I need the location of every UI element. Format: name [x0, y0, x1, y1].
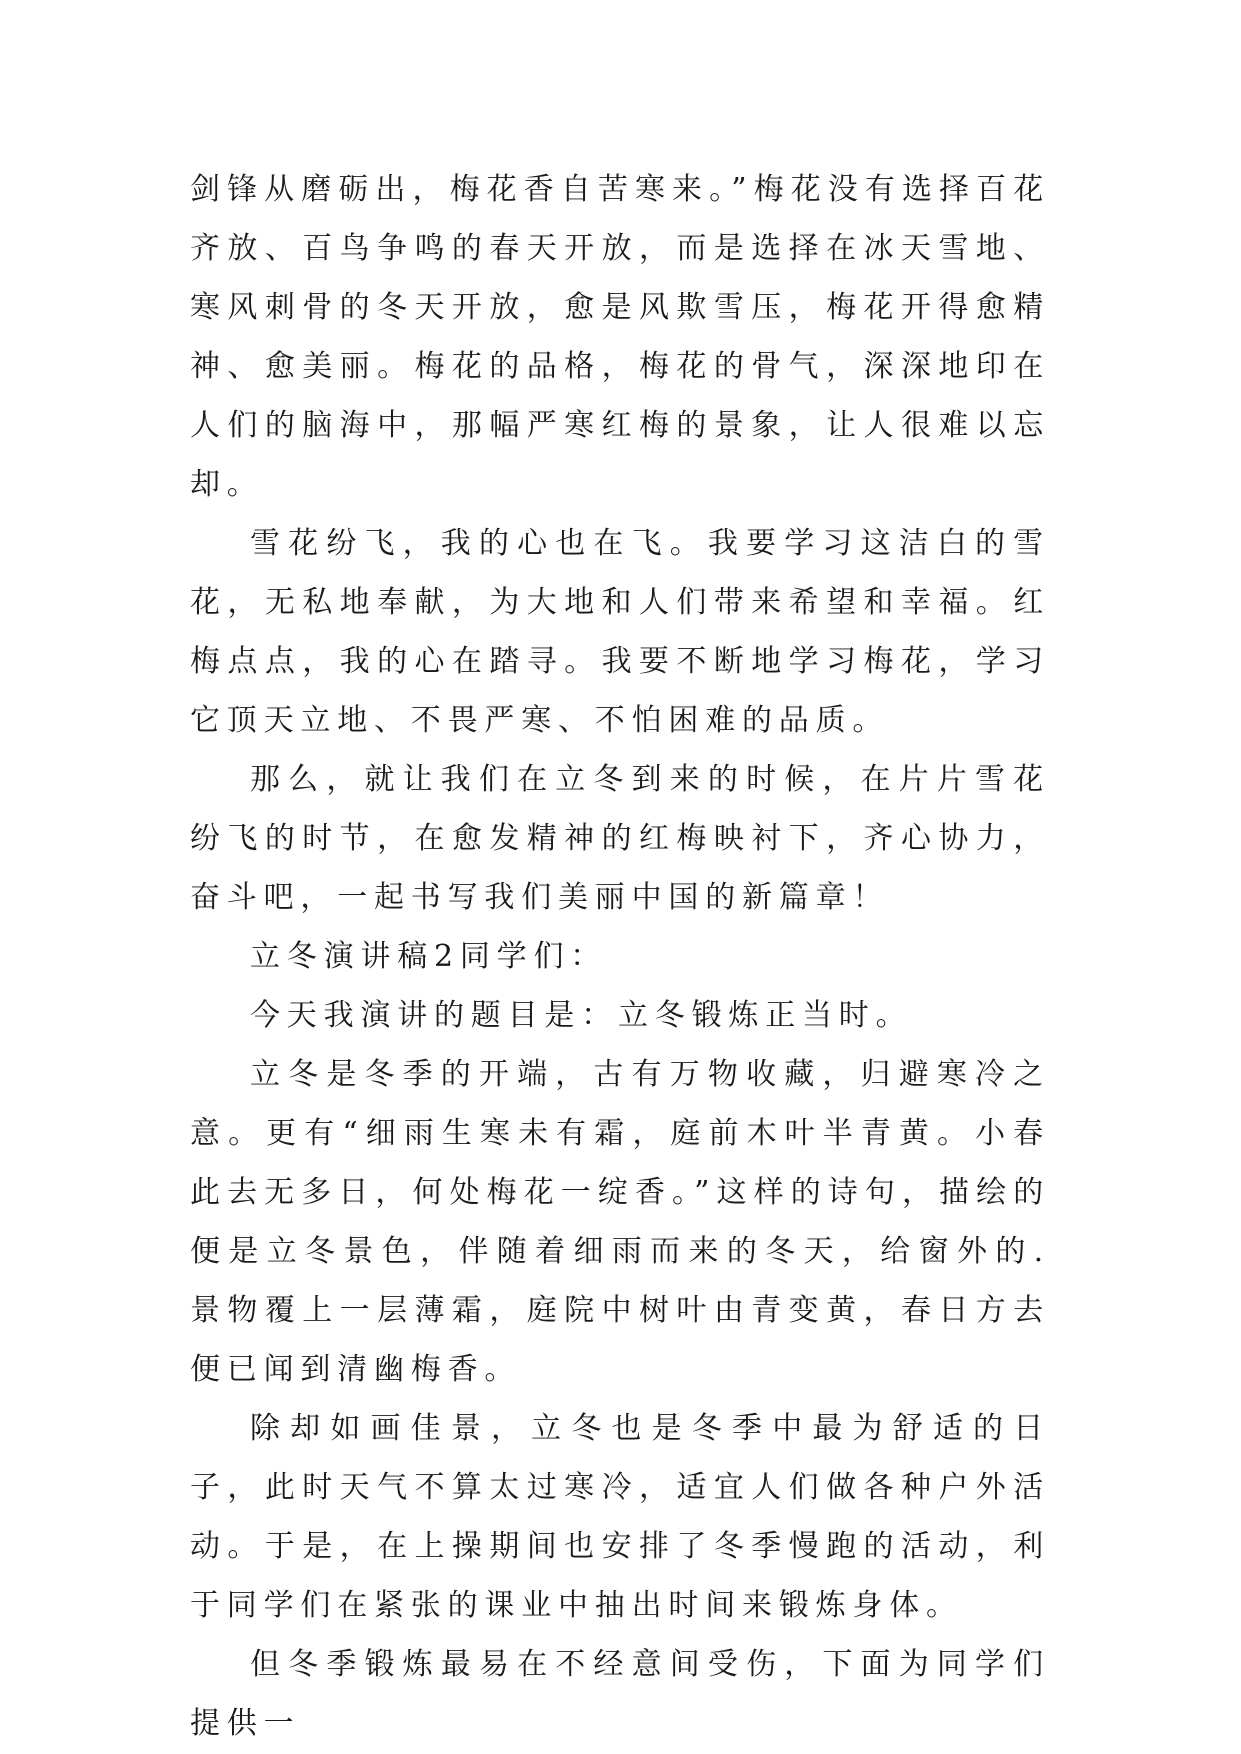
paragraph-outdoor-activity: 除却如画佳景，立冬也是冬季中最为舒适的日子，此时天气不算太过寒冷，适宜人们做各种户外活动。于是，在上操期间也安排了冬季慢跑的活动，利于同学们在紧张的课业中抽出时间来锻炼身体。 [190, 1411, 1050, 1623]
paragraph-plum-blossom: 剑锋从磨砺出，梅花香自苦寒来。”梅花没有选择百花齐放、百鸟争鸣的春天开放，而是选择在冰天雪地、寒风刺骨的冬天开放，愈是风欺雪压，梅花开得愈精神、愈美丽。梅花的品格，梅花的骨气，深深地印在人们的脑海中，那幅严寒红梅的景象，让人很难以忘却。 [190, 172, 1050, 502]
paragraph-snowflakes: 雪花纷飞，我的心也在飞。我要学习这洁白的雪花，无私地奉献，为大地和人们带来希望和幸福。红梅点点，我的心在踏寻。我要不断地学习梅花，学习它顶天立地、不畏严寒、不怕困难的品质。 [190, 526, 1050, 738]
paragraph-closing: 那么，就让我们在立冬到来的时候，在片片雪花纷飞的时节，在愈发精神的红梅映衬下，齐心协力，奋斗吧，一起书写我们美丽中国的新篇章！ [190, 762, 1050, 915]
paragraph-injury-tips: 但冬季锻炼最易在不经意间受伤，下面为同学们提供一 [190, 1647, 1050, 1741]
document-body [190, 160, 1050, 1753]
speech-topic: 今天我演讲的题目是：立冬锻炼正当时。 [250, 998, 913, 1033]
paragraph-winter-start: 立冬是冬季的开端，古有万物收藏，归避寒冷之意。更有“细雨生寒未有霜，庭前木叶半青黄。小春此去无多日，何处梅花一绽香。”这样的诗句，描绘的便是立冬景色，伴随着细雨而来的冬天，给窗外的.景物覆上一层薄霜，庭院中树叶由青变黄，春日方去便已闻到清幽梅香。 [190, 1057, 1050, 1387]
speech-2-heading: 立冬演讲稿2同学们： [250, 939, 608, 974]
